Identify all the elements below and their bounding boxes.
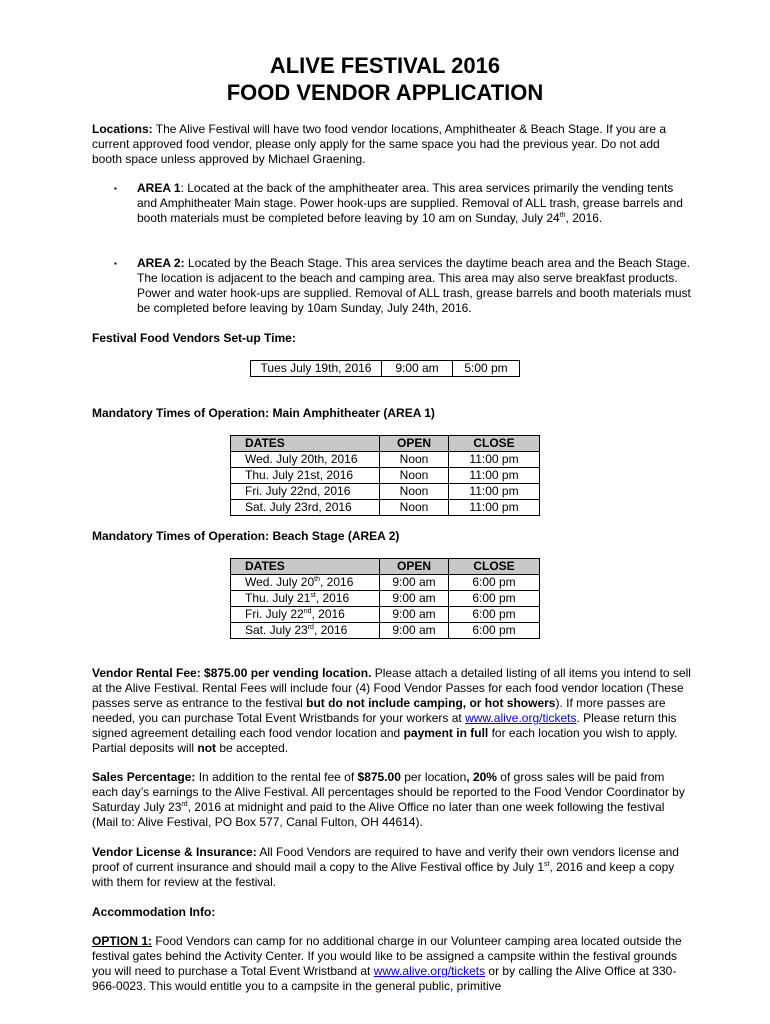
area2-schedule-heading: Mandatory Times of Operation: Beach Stage (AREA 2)	[92, 529, 400, 543]
column-header-open: OPEN	[380, 559, 449, 575]
locations-text: The Alive Festival will have two food vendor locations, Amphitheater & Beach Stage. If you are a current approved food vendor, please only apply for the same space you had the previous year. Do not add booth space unless approved by Michael Graening.	[92, 122, 667, 166]
license-insurance-paragraph: Vendor License & Insurance: All Food Vendors are required to have and verify their own vendors license and proof of current insurance and should mail a copy to the Alive Festival office by July 1st, 2016 and keep a copy with them for review at the festival.	[92, 845, 679, 889]
column-header-dates: DATES	[231, 559, 380, 575]
table-row: Wed. July 20th, 2016 9:00 am 6:00 pm	[231, 575, 540, 591]
locations-paragraph	[92, 122, 692, 167]
bullet-icon: ▪	[114, 184, 117, 193]
area2-schedule-table	[230, 558, 540, 639]
rental-fee-paragraph: Vendor Rental Fee: $875.00 per vending location. Please attach a detailed listing of all items you intend to sell at the Alive Festival. Rental Fees will include four (4) Food Vendor Passes for each food vendor location (These passes serve as entrance to the festival but do not include camping, or hot showers). If more passes are needed, you can purchase Total Event Wristbands for your workers at www.alive.org/tickets. Please return this signed agreement detailing each food vendor location and payment in full for each location you wish to apply. Partial deposits will not be accepted.	[92, 666, 691, 755]
column-header-close: CLOSE	[449, 436, 540, 452]
sales-percentage-paragraph: Sales Percentage: In addition to the rental fee of $875.00 per location, 20% of gross sales will be paid from each day’s earnings to the Alive Festival. All percentages should be reported to the Food Vendor Coordinator by Saturday July 23rd, 2016 at midnight and paid to the Alive Office no later than one week following the festival (Mail to: Alive Festival, PO Box 577, Canal Fulton, OH 44614).	[92, 770, 685, 829]
area1-label: AREA 1	[137, 181, 181, 195]
table-row: Sat. July 23rd, 2016 Noon 11:00 pm	[231, 500, 540, 516]
table-row	[251, 361, 520, 377]
table-row: Wed. July 20th, 2016 Noon 11:00 pm	[231, 452, 540, 468]
table-row: Thu. July 21st, 2016 Noon 11:00 pm	[231, 468, 540, 484]
table-row: Thu. July 21st, 2016 9:00 am 6:00 pm	[231, 591, 540, 607]
table-row: Fri. July 22nd, 2016 Noon 11:00 pm	[231, 484, 540, 500]
area1-text: AREA 1: Located at the back of the amphitheater area. This area services primarily the vending tents and Amphitheater Main stage. Power hook-ups are supplied. Removal of ALL trash, grease barrels and booth materials must be completed before leaving by 10 am on Sunday, July 24th, 2016.	[137, 181, 683, 225]
setup-end: 5:00 pm	[453, 361, 520, 377]
setup-date: Tues July 19th, 2016	[251, 361, 382, 377]
area2-label: AREA 2:	[137, 256, 185, 270]
document-title-line2: FOOD VENDOR APPLICATION	[226, 80, 544, 105]
setup-start: 9:00 am	[382, 361, 453, 377]
area1-schedule-table	[230, 435, 540, 516]
locations-label: Locations:	[92, 122, 153, 136]
table-row: Fri. July 22nd, 2016 9:00 am 6:00 pm	[231, 607, 540, 623]
rental-fee-label: Vendor Rental Fee: $875.00 per vending location.	[92, 666, 372, 680]
table-row: Sat. July 23rd, 2016 9:00 am 6:00 pm	[231, 623, 540, 639]
table-header-row	[231, 559, 540, 575]
column-header-close: CLOSE	[449, 559, 540, 575]
tickets-link[interactable]: www.alive.org/tickets	[373, 964, 486, 978]
license-insurance-label: Vendor License & Insurance:	[92, 845, 257, 859]
tickets-link[interactable]: www.alive.org/tickets	[465, 711, 577, 725]
column-header-open: OPEN	[380, 436, 449, 452]
table-header-row	[231, 436, 540, 452]
column-header-dates: DATES	[231, 436, 380, 452]
document-title-line1: ALIVE FESTIVAL 2016	[269, 53, 501, 78]
option1-paragraph: OPTION 1: Food Vendors can camp for no additional charge in our Volunteer camping area located outside the festival gates behind the Activity Center. If you would like to be assigned a campsite within the festival grounds you will need to purchase a Total Event Wristband at www.alive.org/tickets or by calling the Alive Office at 330-966-0023. This would entitle you to a campsite in the general public, primitive	[92, 934, 682, 993]
area2-text: AREA 2: Located by the Beach Stage. This area services the daytime beach area and the Beach Stage. The location is adjacent to the beach and camping area. This area may also serve breakfast products. Power and water hook-ups are supplied. Removal of ALL trash, grease barrels and booth materials must be completed before leaving by 10am Sunday, July 24th, 2016.	[137, 256, 691, 315]
setup-heading: Festival Food Vendors Set-up Time:	[92, 331, 296, 345]
area1-schedule-heading: Mandatory Times of Operation: Main Amphitheater (AREA 1)	[92, 406, 435, 420]
accommodation-heading: Accommodation Info:	[92, 905, 216, 919]
setup-table	[250, 360, 520, 377]
sales-percentage-label: Sales Percentage:	[92, 770, 196, 784]
bullet-icon: ▪	[114, 259, 117, 268]
option1-label: OPTION 1:	[92, 934, 153, 948]
